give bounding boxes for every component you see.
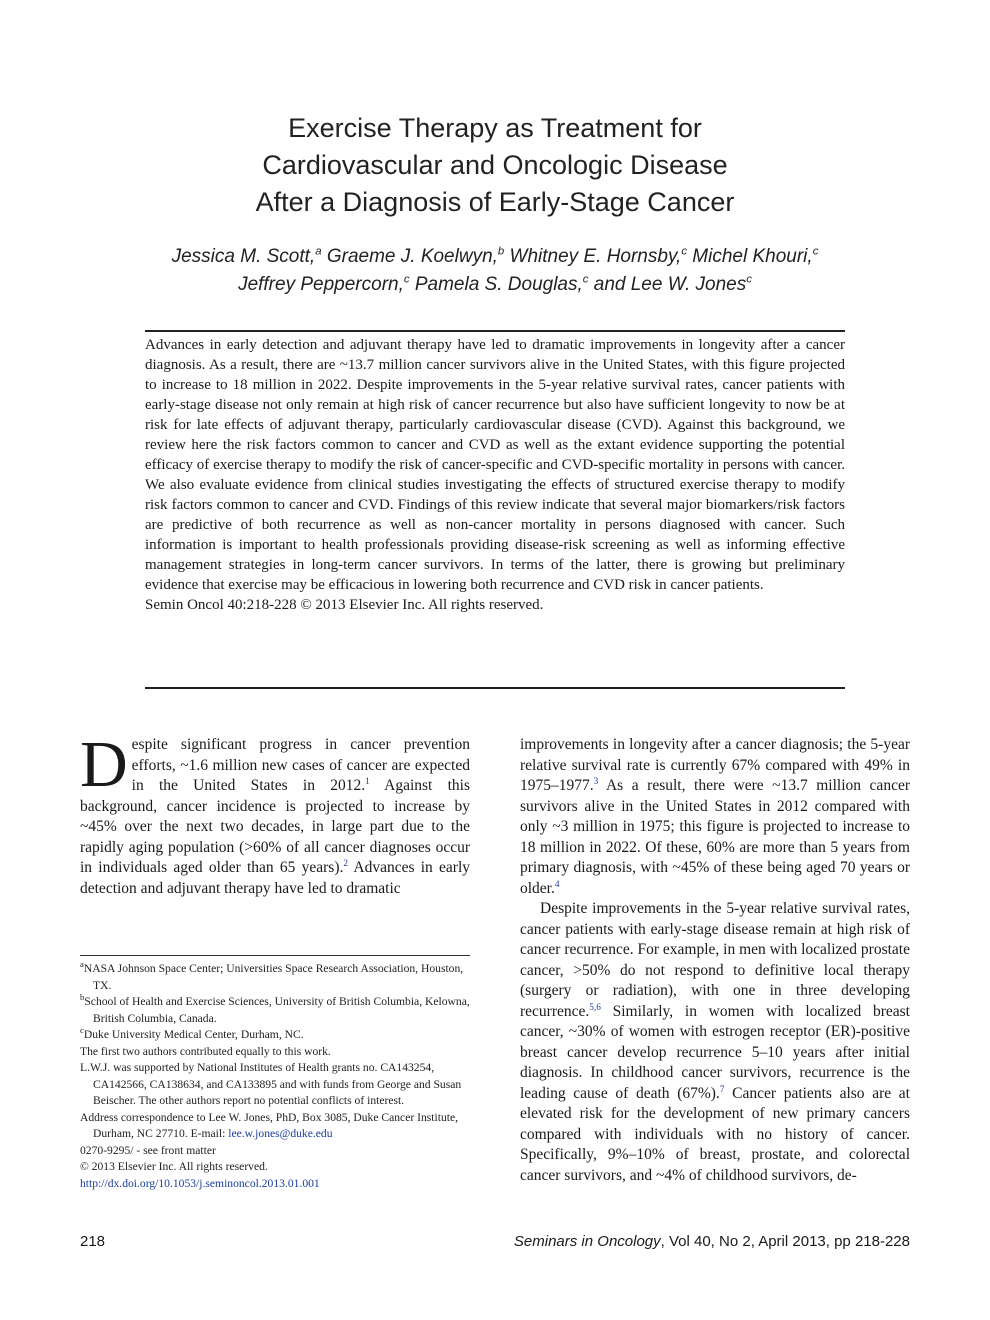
affiliation-mark: c [403, 273, 410, 286]
footnote-doi [80, 1176, 470, 1193]
author-name: Michel Khouri, [692, 246, 813, 267]
citation-ref[interactable]: 2 [343, 858, 349, 869]
body-text: Advances in early detection and adjuvant therapy have led to dramatic [80, 859, 470, 897]
affiliation-mark: c [812, 245, 819, 258]
author-list [0, 243, 990, 299]
citation-ref[interactable]: 1 [365, 776, 370, 787]
author-line-1 [0, 243, 990, 271]
journal-name: Seminars in Oncology [513, 1233, 661, 1250]
footnote-funding: L.W.J. was supported by National Institutes of Health grants no. CA143254, CA142566, CA138634, and CA133895 and with funds from George and Susan Beischer. The other authors report no potential conflicts of interest. [80, 1061, 462, 1107]
footnotes [80, 961, 470, 1192]
affiliation-mark: b [80, 992, 85, 1003]
affiliation-mark: a [80, 959, 84, 970]
author-name: and Lee W. Jones [593, 274, 747, 295]
author-name: Pamela S. Douglas, [414, 274, 583, 295]
affiliation-mark: a [315, 245, 322, 258]
body-paragraph [520, 899, 910, 1186]
author-name: Graeme J. Koelwyn, [326, 246, 498, 267]
abstract-top-rule [145, 330, 845, 332]
body-text: Despite improvements in the 5-year relative survival rates, cancer patients with early-stage disease remain at high risk of cancer recurrence. For example, in men with localized prostate cancer, >50% do not respond to definitive local therapy (surgery or radiation), with one in three developing recurrence. [520, 900, 910, 1020]
affiliation-text: NASA Johnson Space Center; Universities Space Research Association, Houston, TX. [83, 962, 464, 992]
footnote-issn: 0270-9295/ - see front matter [80, 1143, 216, 1157]
affiliation-mark: c [681, 245, 688, 258]
citation-ref[interactable]: 3 [593, 776, 599, 787]
author-line-2 [0, 271, 990, 299]
footnote-affiliation-c [80, 1027, 470, 1044]
author-name: Jeffrey Peppercorn, [238, 274, 404, 295]
abstract-citation: Semin Oncol 40:218-228 © 2013 Elsevier Inc. All rights reserved. [145, 597, 544, 613]
abstract-text: Advances in early detection and adjuvant therapy have led to dramatic improvements in longevity after a cancer diagnosis. As a result, there are ~13.7 million cancer survivors alive in the United States, with this figure projected to increase to 18 million in 2022. Despite improvements in the 5-year relative survival rates, cancer patients with early-stage disease not only remain at high risk of cancer recurrence but also have sufficient longevity to now be at risk for late effects of adjuvant therapy, particularly cardiovascular disease (CVD). Against this background, we review here the risk factors common to cancer and CVD as well as the extant evidence supporting the potential efficacy of exercise therapy to modify the risk of cancer-specific and CVD-specific mortality in persons with cancer. We also evaluate evidence from clinical studies investigating the effects of structured exercise therapy to modify risk factors common to cancer and CVD. Findings of this review indicate that several major biomarkers/risk factors are predictive of both recurrence as well as non-cancer mortality in persons diagnosed with cancer. Such information is important to health professionals providing disease-risk screening as well as informing effective management strategies in long-term cancer survivors. In terms of the latter, there is growing but preliminary evidence that exercise may be efficacious in lowering both recurrence and CVD risk in cancer patients. [145, 337, 845, 593]
title-line-3: After a Diagnosis of Early-Stage Cancer [255, 187, 735, 217]
footnote-affiliation-a [80, 961, 470, 994]
body-text: Cancer patients also are at elevated risk for the development of new primary cancers compared with individuals with no history of cancer. Specifically, 9%–10% of breast, prostate, and colorectal cancer survivors, and ~4% of childhood survivors, de- [520, 1084, 910, 1184]
email-link[interactable]: lee.w.jones@duke.edu [228, 1127, 333, 1140]
body-text: As a result, there were ~13.7 million cancer survivors alive in the United States in 2012 compared with only ~3 million in 1975; this figure is projected to increase to 18 million in 2022. Of these, 60% are more than 5 years from primary diagnosis, with ~45% of these being aged 70 years or older. [520, 777, 910, 897]
citation-ref[interactable]: 5,6 [589, 1002, 601, 1013]
drop-cap: D [80, 728, 128, 801]
footnote-equal-contribution: The first two authors contributed equally to this work. [80, 1044, 331, 1058]
title-line-1: Exercise Therapy as Treatment for [288, 113, 702, 143]
abstract [145, 335, 845, 615]
address-text: Address correspondence to Lee W. Jones, PhD, Box 3085, Duke Cancer Institute, Durham, NC 27710. E-mail: [80, 1110, 459, 1140]
abstract-bottom-rule [145, 687, 845, 689]
citation-ref[interactable]: 4 [554, 879, 560, 890]
affiliation-mark: c [80, 1025, 84, 1036]
title-line-2: Cardiovascular and Oncologic Disease [262, 150, 728, 180]
author-name: Whitney E. Hornsby, [509, 246, 682, 267]
body-text: espite significant progress in cancer prevention efforts, ~1.6 million new cases of cancer are expected in the United States in 2012. [131, 736, 470, 794]
footnote-copyright: © 2013 Elsevier Inc. All rights reserved. [80, 1160, 268, 1173]
article-title [0, 110, 990, 221]
body-text: Against this background, cancer incidence is projected to increase by ~45% over the next two decades, in large part due to the rapidly aging population (>60% of all cancer diagnoses occur in individuals aged older than 65 years). [80, 777, 470, 876]
body-text: Similarly, in women with localized breast cancer, ~30% of women with estrogen receptor (ER)-positive breast cancer develop recurrence 5–10 years after initial diagnosis. In childhood cancer survivors, recurrence is the leading cause of death (67%). [520, 1002, 910, 1102]
affiliation-text: School of Health and Exercise Sciences, University of British Columbia, Kelowna, British Columbia, Canada. [84, 995, 470, 1025]
body-text: improvements in longevity after a cancer diagnosis; the 5-year relative survival rate is currently 67% compared with 49% in 1975–1977. [520, 736, 910, 794]
journal-details: , Vol 40, No 2, April 2013, pp 218-228 [660, 1233, 910, 1250]
doi-link[interactable]: http://dx.doi.org/10.1053/j.seminoncol.2013.01.001 [80, 1176, 320, 1190]
body-paragraph [80, 728, 470, 899]
author-name: Jessica M. Scott, [171, 246, 316, 267]
affiliation-mark: b [497, 245, 505, 258]
affiliation-mark: c [746, 273, 752, 286]
citation-ref[interactable]: 7 [719, 1084, 725, 1095]
affiliation-text: Duke University Medical Center, Durham, NC. [83, 1028, 304, 1041]
journal-citation [514, 1233, 910, 1250]
footnote-affiliation-b [80, 994, 470, 1027]
body-right-column [520, 735, 910, 1186]
body-left-column [80, 728, 470, 899]
page-number: 218 [80, 1233, 106, 1250]
affiliation-mark: c [582, 273, 589, 286]
footnote-address [80, 1110, 470, 1143]
body-paragraph [520, 735, 910, 899]
footnote-rule [80, 955, 470, 956]
